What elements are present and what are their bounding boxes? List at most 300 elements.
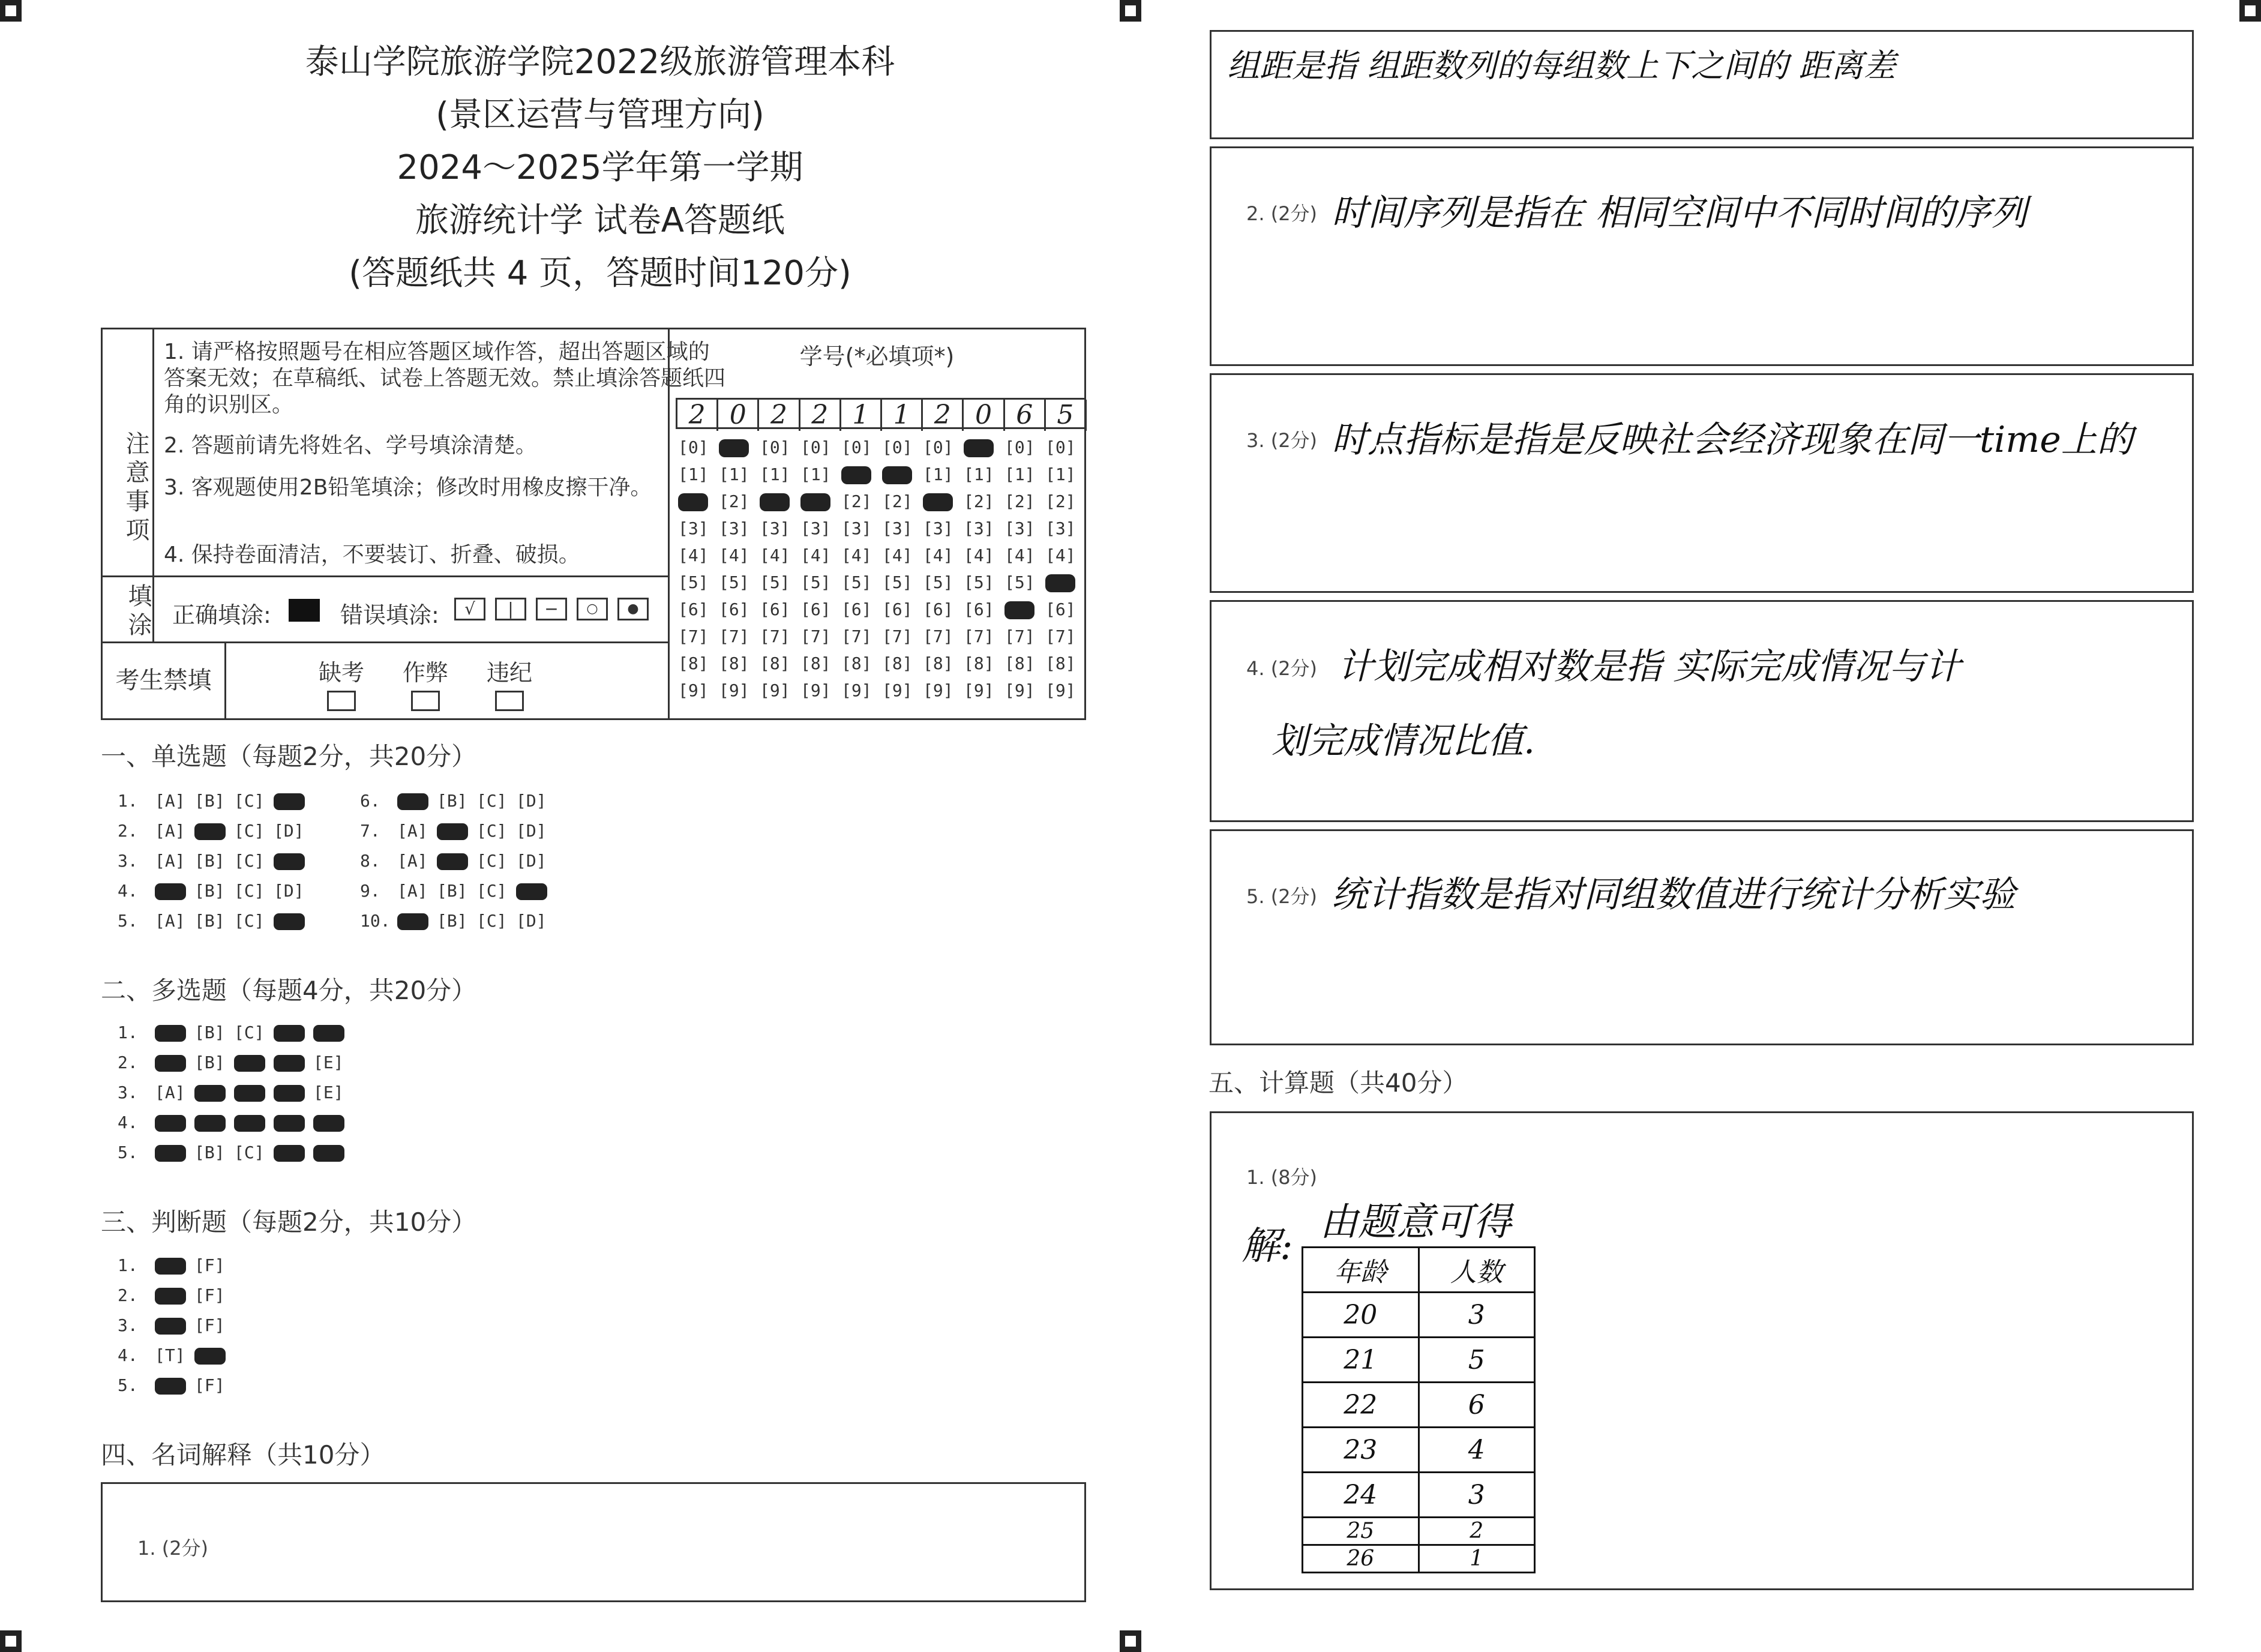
student-id-bubble[interactable]: [6] <box>719 599 749 619</box>
option-bubble[interactable]: [C] <box>476 821 507 841</box>
option-bubble[interactable]: [T] <box>155 1345 185 1365</box>
student-id-bubble[interactable]: [8] <box>800 653 831 673</box>
student-id-bubble[interactable]: [0] <box>760 437 790 457</box>
corner-marker-bottom-middle <box>1120 1630 1141 1652</box>
student-id-bubble[interactable]: [9] <box>760 680 790 700</box>
exam-option-cheat <box>403 654 448 711</box>
student-id-bubble[interactable]: [1] <box>1004 464 1035 484</box>
option-bubble[interactable] <box>437 821 470 841</box>
question-row <box>118 911 313 931</box>
solution-text: 由题意可得 <box>1320 1200 1512 1245</box>
student-id-bubble[interactable]: [7] <box>800 626 831 646</box>
question-row <box>118 1345 234 1365</box>
exam-label: 考生禁填 <box>103 643 226 718</box>
question-row <box>360 881 556 901</box>
option-bubble[interactable]: [F] <box>194 1285 225 1305</box>
option-bubble[interactable]: [C] <box>234 881 265 901</box>
q4-1-answer-text: 组距是指 组距数列的每组数上下之间的 距离差 <box>1227 47 1896 85</box>
student-id-bubble[interactable]: [2] <box>964 491 994 511</box>
option-bubble[interactable] <box>397 911 431 931</box>
student-id-bubble[interactable]: [9] <box>841 680 872 700</box>
option-bubble[interactable] <box>155 881 188 901</box>
question-row <box>118 1053 353 1072</box>
student-id-bubble[interactable]: [9] <box>923 680 953 700</box>
option-bubble[interactable]: [C] <box>234 821 265 841</box>
q4-4-label: 4. (2分) <box>1246 657 1318 680</box>
filled-mark <box>234 1055 265 1072</box>
option-bubble[interactable] <box>155 1375 188 1395</box>
student-id-bubble[interactable]: [5] <box>923 572 953 592</box>
option-bubble[interactable]: [C] <box>476 911 507 931</box>
filled-mark <box>155 1145 186 1162</box>
student-id-bubble[interactable]: [6] <box>923 599 953 619</box>
option-bubble[interactable]: [A] <box>155 851 185 871</box>
student-id-bubble[interactable]: [0] <box>882 437 913 457</box>
q4-2-answer-box[interactable] <box>1210 146 2194 366</box>
table-header-cell: 年龄 <box>1303 1248 1419 1293</box>
student-id-bubble[interactable]: [6] <box>678 599 709 619</box>
student-id-bubble[interactable]: [5] <box>719 572 749 592</box>
student-id-bubble[interactable]: [5] <box>800 572 831 592</box>
filled-mark <box>155 1288 186 1305</box>
option-bubble[interactable] <box>274 1083 307 1102</box>
student-id-bubble[interactable]: [9] <box>964 680 994 700</box>
q4-1-continuation-box[interactable] <box>1210 30 2194 139</box>
option-bubble[interactable] <box>313 1113 347 1132</box>
student-id-bubble[interactable]: [1] <box>719 464 749 484</box>
option-bubble[interactable]: [C] <box>234 911 265 931</box>
student-id-bubble[interactable] <box>964 437 1004 457</box>
table-cell: 1 <box>1419 1545 1535 1573</box>
student-id-bubble[interactable]: [9] <box>1045 680 1076 700</box>
question-row <box>118 1255 234 1275</box>
filled-mark <box>1045 574 1075 592</box>
filled-mark <box>964 439 994 457</box>
student-id-bubble[interactable]: [1] <box>800 464 831 484</box>
notice-item-3: 3. 客观题使用2B铅笔填涂；修改时用橡皮擦干净。 <box>164 475 652 500</box>
student-id-bubble[interactable]: [7] <box>964 626 994 646</box>
question-number: 3. <box>118 1083 138 1102</box>
filled-mark <box>313 1145 344 1162</box>
exam-option-cheat-box[interactable] <box>411 691 440 711</box>
table-cell: 3 <box>1419 1293 1535 1338</box>
option-bubble[interactable] <box>155 1315 188 1335</box>
option-bubble[interactable] <box>234 1113 268 1132</box>
q4-1-answer-box[interactable] <box>101 1482 1086 1602</box>
section4-title: 四、名词解释（共10分） <box>101 1440 385 1470</box>
question-row <box>118 1375 234 1395</box>
student-id-bubble[interactable]: [2] <box>841 491 872 511</box>
table-cell: 6 <box>1419 1383 1535 1428</box>
student-id-bubble[interactable]: [9] <box>800 680 831 700</box>
student-id-bubble[interactable]: [6] <box>841 599 872 619</box>
question-row <box>118 851 313 871</box>
student-id-bubble[interactable]: [5] <box>841 572 872 592</box>
option-bubble[interactable]: [A] <box>155 821 185 841</box>
student-id-bubble[interactable]: [4] <box>719 545 749 565</box>
student-id-bubble[interactable]: [1] <box>923 464 953 484</box>
student-id-bubble[interactable]: [4] <box>760 545 790 565</box>
option-bubble[interactable] <box>516 881 550 901</box>
student-id-bubble[interactable]: [8] <box>841 653 872 673</box>
filled-mark <box>760 493 790 511</box>
student-id-bubble[interactable]: [4] <box>964 545 994 565</box>
student-id-bubble[interactable] <box>923 491 964 511</box>
student-id-bubble[interactable]: [2] <box>719 491 749 511</box>
option-bubble[interactable]: [B] <box>437 881 467 901</box>
question-number: 5. <box>118 911 138 931</box>
student-id-bubble[interactable]: [3] <box>841 518 872 538</box>
student-id-bubble[interactable]: [6] <box>760 599 790 619</box>
wrong-sample-bar: | <box>495 598 526 620</box>
option-bubble[interactable]: [D] <box>274 821 304 841</box>
q4-2-answer-text: 时间序列是指在 相同空间中不同时间的序列 <box>1332 192 2028 234</box>
option-bubble[interactable]: [F] <box>194 1255 225 1275</box>
q4-3-answer-text: 时点指标是指是反映社会经济现象在同一time上的 <box>1332 419 2133 461</box>
student-id-bubble[interactable]: [9] <box>1004 680 1035 700</box>
student-id-bubble[interactable]: [6] <box>800 599 831 619</box>
student-id-bubble-row <box>678 572 1086 592</box>
student-id-bubble[interactable]: [5] <box>678 572 709 592</box>
table-row <box>1303 1338 1535 1383</box>
option-bubble[interactable]: [D] <box>516 851 547 871</box>
section2-title: 二、多选题（每题4分，共20分） <box>101 976 477 1005</box>
option-bubble[interactable] <box>274 1143 307 1162</box>
student-id-bubble[interactable]: [3] <box>1004 518 1035 538</box>
table-row <box>1303 1293 1535 1338</box>
question-number: 1. <box>118 791 138 811</box>
student-id-bubble[interactable] <box>719 437 760 457</box>
filled-mark <box>274 1115 305 1132</box>
option-bubble[interactable]: [A] <box>397 881 428 901</box>
table-cell: 26 <box>1303 1545 1419 1573</box>
question-number: 2. <box>118 1053 138 1072</box>
student-id-bubble[interactable]: [8] <box>964 653 994 673</box>
option-bubble[interactable]: [B] <box>194 851 225 871</box>
student-id-bubble[interactable]: [7] <box>841 626 872 646</box>
filled-mark <box>155 1258 186 1275</box>
student-id-bubble[interactable]: [1] <box>1045 464 1076 484</box>
filled-mark <box>313 1025 344 1042</box>
option-bubble[interactable] <box>313 1023 347 1042</box>
option-bubble[interactable]: [B] <box>194 1053 225 1072</box>
student-id-bubble[interactable]: [4] <box>800 545 831 565</box>
option-bubble[interactable]: [C] <box>476 881 507 901</box>
student-id-bubble[interactable]: [1] <box>964 464 994 484</box>
question-row <box>118 1113 353 1132</box>
student-id-bubble[interactable]: [0] <box>841 437 872 457</box>
filled-mark <box>516 883 547 900</box>
filled-mark <box>194 1348 226 1365</box>
option-bubble[interactable] <box>194 1345 228 1365</box>
student-id-bubble[interactable]: [4] <box>1045 545 1076 565</box>
q4-5-answer-box[interactable] <box>1210 829 2194 1045</box>
header-line2: (景区运营与管理方向) <box>436 95 764 134</box>
exam-row <box>103 641 668 718</box>
option-bubble[interactable]: [F] <box>194 1375 225 1395</box>
table-row <box>1303 1428 1535 1473</box>
filled-mark <box>274 1025 305 1042</box>
option-bubble[interactable] <box>155 1143 188 1162</box>
student-id-bubble[interactable]: [8] <box>1004 653 1035 673</box>
question-row <box>118 1315 234 1335</box>
option-bubble[interactable]: [C] <box>476 851 507 871</box>
filled-mark <box>274 793 305 810</box>
table-cell: 22 <box>1303 1383 1419 1428</box>
q4-4-answer-line2: 划完成情况比值. <box>1272 720 1536 762</box>
option-bubble[interactable]: [B] <box>437 791 467 811</box>
notice-label <box>103 329 154 575</box>
filled-mark <box>155 1318 186 1335</box>
option-bubble[interactable]: [B] <box>194 1143 225 1162</box>
student-id-bubble[interactable]: [3] <box>923 518 953 538</box>
question-number: 5. <box>118 1375 138 1395</box>
question-row <box>118 1143 353 1162</box>
student-id-bubble[interactable]: [3] <box>678 518 709 538</box>
student-id-bubble[interactable]: [7] <box>760 626 790 646</box>
option-bubble[interactable]: [B] <box>437 911 467 931</box>
student-id-bubble[interactable]: [4] <box>1004 545 1035 565</box>
wrong-sample-check: √ <box>454 598 485 620</box>
filled-mark <box>274 1085 305 1102</box>
student-id-bubble[interactable]: [8] <box>1045 653 1076 673</box>
question-number: 2. <box>118 821 138 841</box>
student-id-digit-6: 2 <box>923 400 964 431</box>
question-row <box>118 791 313 811</box>
student-id-bubble[interactable]: [2] <box>882 491 913 511</box>
table-cell: 2 <box>1419 1518 1535 1545</box>
filled-mark <box>274 913 305 930</box>
option-bubble[interactable] <box>274 1023 307 1042</box>
student-id-bubble[interactable]: [1] <box>678 464 709 484</box>
student-id-bubble[interactable]: [8] <box>923 653 953 673</box>
question-number: 4. <box>118 881 138 901</box>
student-id-digit-0: 2 <box>677 400 718 431</box>
student-id-bubble[interactable]: [3] <box>964 518 994 538</box>
correct-fill-sample <box>289 599 320 622</box>
student-id-bubble[interactable]: [7] <box>1045 626 1076 646</box>
option-bubble[interactable] <box>155 1285 188 1305</box>
student-id-bubble[interactable]: [0] <box>1045 437 1076 457</box>
option-bubble[interactable] <box>194 1113 228 1132</box>
table-row <box>1303 1473 1535 1518</box>
student-id-bubble-row <box>678 491 1086 511</box>
filled-mark <box>155 883 186 900</box>
student-id-bubble[interactable]: [6] <box>964 599 994 619</box>
student-id-bubble-row <box>678 653 1086 673</box>
filled-mark <box>719 439 749 457</box>
filled-mark <box>397 793 428 810</box>
student-id-bubble[interactable]: [1] <box>760 464 790 484</box>
question-number: 1. <box>118 1255 138 1275</box>
question-row <box>360 791 556 811</box>
option-bubble[interactable] <box>274 851 307 871</box>
student-id-bubble[interactable] <box>841 464 882 484</box>
question-number: 4. <box>118 1113 138 1132</box>
option-bubble[interactable]: [D] <box>516 821 547 841</box>
student-id-bubble[interactable]: [6] <box>882 599 913 619</box>
option-bubble[interactable] <box>274 911 307 931</box>
question-number: 10. <box>360 911 391 931</box>
q4-4-answer-box[interactable] <box>1210 600 2194 822</box>
question-number: 8. <box>360 851 380 871</box>
option-bubble[interactable] <box>155 1053 188 1072</box>
exam-option-absent-label: 缺考 <box>319 659 365 686</box>
option-bubble[interactable]: [A] <box>397 851 428 871</box>
student-id-bubble[interactable]: [3] <box>719 518 749 538</box>
student-id-bubble[interactable]: [5] <box>882 572 913 592</box>
option-bubble[interactable]: [C] <box>234 1023 265 1042</box>
filled-mark <box>234 1115 265 1132</box>
option-bubble[interactable] <box>234 1053 268 1072</box>
option-bubble[interactable] <box>155 1255 188 1275</box>
option-bubble[interactable] <box>313 1143 347 1162</box>
student-id-bubble[interactable]: [5] <box>1004 572 1035 592</box>
student-id-digit-4: 1 <box>841 400 882 431</box>
student-id-bubble[interactable]: [5] <box>964 572 994 592</box>
student-id-bubble[interactable]: [4] <box>678 545 709 565</box>
student-id-bubble[interactable]: [9] <box>719 680 749 700</box>
student-id-bubble[interactable]: [8] <box>719 653 749 673</box>
question-row <box>360 821 556 841</box>
student-id-bubble[interactable]: [7] <box>882 626 913 646</box>
option-bubble[interactable]: [A] <box>155 1083 185 1102</box>
corner-marker-top-right <box>2239 0 2261 22</box>
student-id-bubble[interactable]: [0] <box>1004 437 1035 457</box>
student-id-bubble[interactable]: [0] <box>923 437 953 457</box>
option-bubble[interactable] <box>194 1083 228 1102</box>
student-id-bubble[interactable]: [2] <box>1045 491 1076 511</box>
student-id-digit-9: 5 <box>1046 400 1087 431</box>
filled-mark <box>882 466 912 484</box>
exam-option-violation-box[interactable] <box>495 691 524 711</box>
option-bubble[interactable] <box>234 1083 268 1102</box>
student-id-bubble[interactable]: [3] <box>1045 518 1076 538</box>
option-bubble[interactable]: [B] <box>194 791 225 811</box>
student-id-bubble[interactable]: [8] <box>678 653 709 673</box>
option-bubble[interactable]: [E] <box>313 1053 344 1072</box>
student-id-bubble[interactable]: [3] <box>760 518 790 538</box>
option-bubble[interactable]: [D] <box>516 791 547 811</box>
student-id-bubble[interactable]: [9] <box>882 680 913 700</box>
exam-option-absent-box[interactable] <box>327 691 356 711</box>
option-bubble[interactable]: [B] <box>194 881 225 901</box>
student-id-bubble[interactable]: [4] <box>923 545 953 565</box>
option-bubble[interactable] <box>437 851 470 871</box>
option-bubble[interactable]: [C] <box>476 791 507 811</box>
student-id-bubble[interactable]: [7] <box>923 626 953 646</box>
filled-mark <box>1004 601 1034 619</box>
q5-1-answer-box[interactable] <box>1210 1111 2194 1590</box>
option-bubble[interactable]: [B] <box>194 911 225 931</box>
option-bubble[interactable]: [F] <box>194 1315 225 1335</box>
option-bubble[interactable]: [A] <box>155 911 185 931</box>
filled-mark <box>274 853 305 870</box>
student-id-digit-1: 0 <box>718 400 759 431</box>
table-cell: 3 <box>1419 1473 1535 1518</box>
student-id-bubble[interactable]: [4] <box>841 545 872 565</box>
question-row <box>118 1285 234 1305</box>
q4-3-label: 3. (2分) <box>1246 429 1318 452</box>
student-id-bubble-row <box>678 545 1086 565</box>
option-bubble[interactable] <box>155 1023 188 1042</box>
corner-marker-top-middle <box>1120 0 1141 22</box>
option-bubble[interactable]: [C] <box>234 1143 265 1162</box>
filled-mark <box>155 1055 186 1072</box>
filled-mark <box>155 1025 186 1042</box>
student-id-bubble[interactable]: [7] <box>1004 626 1035 646</box>
header-line4: 旅游统计学 试卷A答题纸 <box>415 201 785 240</box>
notice-item-1: 1. 请严格按照题号在相应答题区域作答，超出答题区域的答案无效；在草稿纸、试卷上答题无效。禁止填涂答题纸四角的识别区。 <box>164 340 726 417</box>
filled-mark <box>194 823 226 840</box>
student-id-bubble[interactable]: [6] <box>1045 599 1076 619</box>
student-id-bubble[interactable]: [3] <box>882 518 913 538</box>
exam-option-violation-label: 违纪 <box>487 659 533 686</box>
header-line3: 2024～2025学年第一学期 <box>397 148 803 187</box>
student-id-bubble[interactable]: [8] <box>882 653 913 673</box>
q4-4-answer-line1: 计划完成相对数是指 实际完成情况与计 <box>1338 646 1962 688</box>
table-row <box>1303 1518 1535 1545</box>
filled-mark <box>274 1145 305 1162</box>
question-number: 1. <box>118 1023 138 1042</box>
option-bubble[interactable]: [A] <box>397 821 428 841</box>
option-bubble[interactable] <box>194 821 228 841</box>
student-id-bubble[interactable]: [7] <box>678 626 709 646</box>
option-bubble[interactable]: [E] <box>313 1083 344 1102</box>
student-id-bubble[interactable]: [2] <box>1004 491 1035 511</box>
student-id-bubble[interactable]: [9] <box>678 680 709 700</box>
student-id-digit-2: 2 <box>759 400 800 431</box>
option-bubble[interactable] <box>155 1113 188 1132</box>
filled-mark <box>274 1055 305 1072</box>
student-id-digit-8: 6 <box>1005 400 1046 431</box>
option-bubble[interactable]: [B] <box>194 1023 225 1042</box>
option-bubble[interactable]: [C] <box>234 851 265 871</box>
student-id-bubble[interactable]: [8] <box>760 653 790 673</box>
student-id-bubble[interactable] <box>1004 599 1045 619</box>
q4-3-answer-box[interactable] <box>1210 373 2194 593</box>
question-row <box>118 821 313 841</box>
option-bubble[interactable] <box>274 1053 307 1072</box>
question-number: 5. <box>118 1143 138 1162</box>
student-id-bubble-row <box>678 626 1086 646</box>
option-bubble[interactable] <box>397 791 431 811</box>
option-bubble[interactable] <box>274 791 307 811</box>
fill-label <box>103 577 154 641</box>
student-id-bubble[interactable] <box>760 491 800 511</box>
option-bubble[interactable]: [D] <box>516 911 547 931</box>
question-number: 2. <box>118 1285 138 1305</box>
table-cell: 25 <box>1303 1518 1419 1545</box>
option-bubble[interactable]: [C] <box>234 791 265 811</box>
student-id-digit-boxes[interactable] <box>676 398 1085 429</box>
student-id-bubble[interactable]: [7] <box>719 626 749 646</box>
option-bubble[interactable]: [D] <box>274 881 304 901</box>
student-id-bubble[interactable]: [3] <box>800 518 831 538</box>
student-id-bubble[interactable]: [0] <box>800 437 831 457</box>
question-row <box>118 1083 353 1102</box>
student-id-bubble[interactable] <box>678 491 719 511</box>
student-id-bubble[interactable]: [4] <box>882 545 913 565</box>
student-id-bubble[interactable] <box>882 464 923 484</box>
student-id-bubble[interactable] <box>800 491 841 511</box>
solution-prefix: 解: <box>1242 1224 1293 1269</box>
student-id-bubble[interactable]: [0] <box>678 437 709 457</box>
student-id-bubble[interactable] <box>1045 572 1086 592</box>
option-bubble[interactable] <box>274 1113 307 1132</box>
student-id-bubble[interactable]: [5] <box>760 572 790 592</box>
option-bubble[interactable]: [A] <box>155 791 185 811</box>
